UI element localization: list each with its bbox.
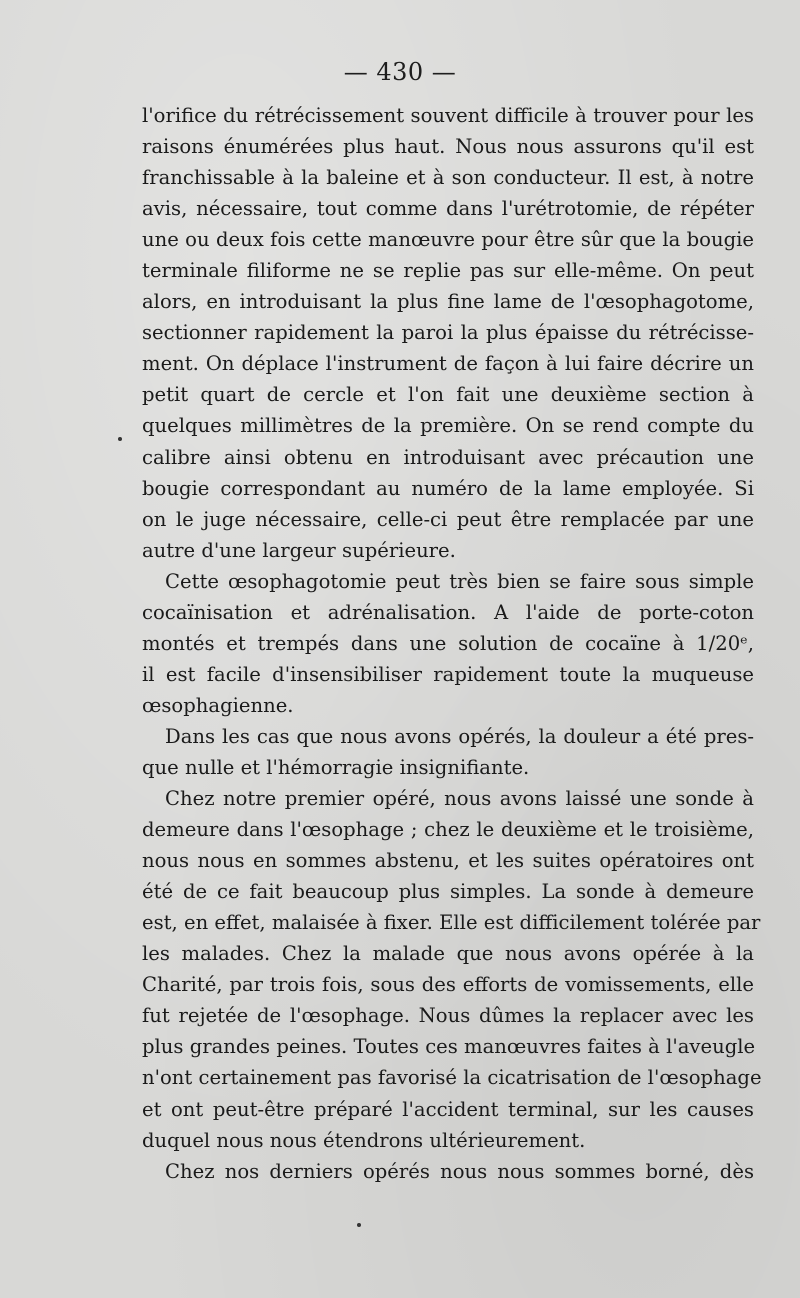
page-number: — 430 — xyxy=(343,58,457,86)
text-line: ment. On déplace l'instrument de façon à lui faire décrire un xyxy=(142,352,754,376)
text-line: une ou deux fois cette manœuvre pour être sûr que la bougie xyxy=(142,228,754,252)
text-line: demeure dans l'œsophage ; chez le deuxième et le troisième, xyxy=(142,818,754,842)
text-line: et ont peut-être préparé l'accident terminal, sur les causes xyxy=(142,1097,754,1121)
text-line: montés et trempés dans une solution de cocaïne à 1/20ᵉ, xyxy=(142,631,754,655)
text-line: bougie correspondant au numéro de la lame employée. Si xyxy=(142,476,754,500)
text-line: avis, nécessaire, tout comme dans l'urétrotomie, de répéter xyxy=(142,197,754,221)
text-line: plus grandes peines. Toutes ces manœuvres faites à l'aveugle xyxy=(142,1035,756,1059)
text-line: nous nous en sommes abstenu, et les suites opératoires ont xyxy=(142,849,754,873)
text-line: petit quart de cercle et l'on fait une deuxième section à xyxy=(142,383,754,407)
text-line: n'ont certainement pas favorisé la cicatrisation de l'œsophage xyxy=(142,1066,762,1090)
text-line: calibre ainsi obtenu en introduisant avec précaution une xyxy=(142,445,754,469)
text-line: terminale filiforme ne se replie pas sur elle-même. On peut xyxy=(142,259,754,283)
text-line: l'orifice du rétrécissement souvent difficile à trouver pour les xyxy=(142,104,754,127)
text-line: que nulle et l'hémorragie insignifiante. xyxy=(142,755,530,779)
text-line: alors, en introduisant la plus fine lame de l'œsophagotome, xyxy=(142,290,754,314)
text-line: Charité, par trois fois, sous des efforts de vomissements, elle xyxy=(142,973,754,997)
text-line: quelques millimètres de la première. On se rend compte du xyxy=(142,414,754,438)
text-line: les malades. Chez la malade que nous avons opérée à la xyxy=(142,942,754,966)
text-line: fut rejetée de l'œsophage. Nous dûmes la replacer avec les xyxy=(142,1004,754,1028)
text-line: il est facile d'insensibiliser rapidement toute la muqueuse xyxy=(142,662,754,686)
text-line: franchissable à la baleine et à son conducteur. Il est, à notre xyxy=(142,166,754,190)
text-line: raisons énumérées plus haut. Nous nous assurons qu'il est xyxy=(142,135,754,159)
text-line: Chez notre premier opéré, nous avons laissé une sonde à xyxy=(165,787,754,811)
body-text xyxy=(142,100,762,1187)
text-line: cocaïnisation et adrénalisation. A l'aide de porte-coton xyxy=(142,600,754,624)
text-line: Chez nos derniers opérés nous nous sommes borné, dès xyxy=(165,1159,754,1183)
text-line: Cette œsophagotomie peut très bien se faire sous simple xyxy=(165,569,754,593)
text-line: été de ce fait beaucoup plus simples. La sonde à demeure xyxy=(142,880,754,904)
ink-speck xyxy=(118,437,122,441)
ink-speck xyxy=(357,1223,361,1227)
text-line: œsophagienne. xyxy=(142,693,294,717)
text-line: duquel nous nous étendrons ultérieurement. xyxy=(142,1128,586,1152)
text-line: est, en effet, malaisée à fixer. Elle est difficilement tolérée par xyxy=(142,911,761,935)
text-line: on le juge nécessaire, celle-ci peut être remplacée par une xyxy=(142,507,754,531)
text-line: autre d'une largeur supérieure. xyxy=(142,538,456,562)
text-line: sectionner rapidement la paroi la plus épaisse du rétrécisse- xyxy=(142,321,754,345)
text-line: Dans les cas que nous avons opérés, la douleur a été pres- xyxy=(165,724,754,748)
